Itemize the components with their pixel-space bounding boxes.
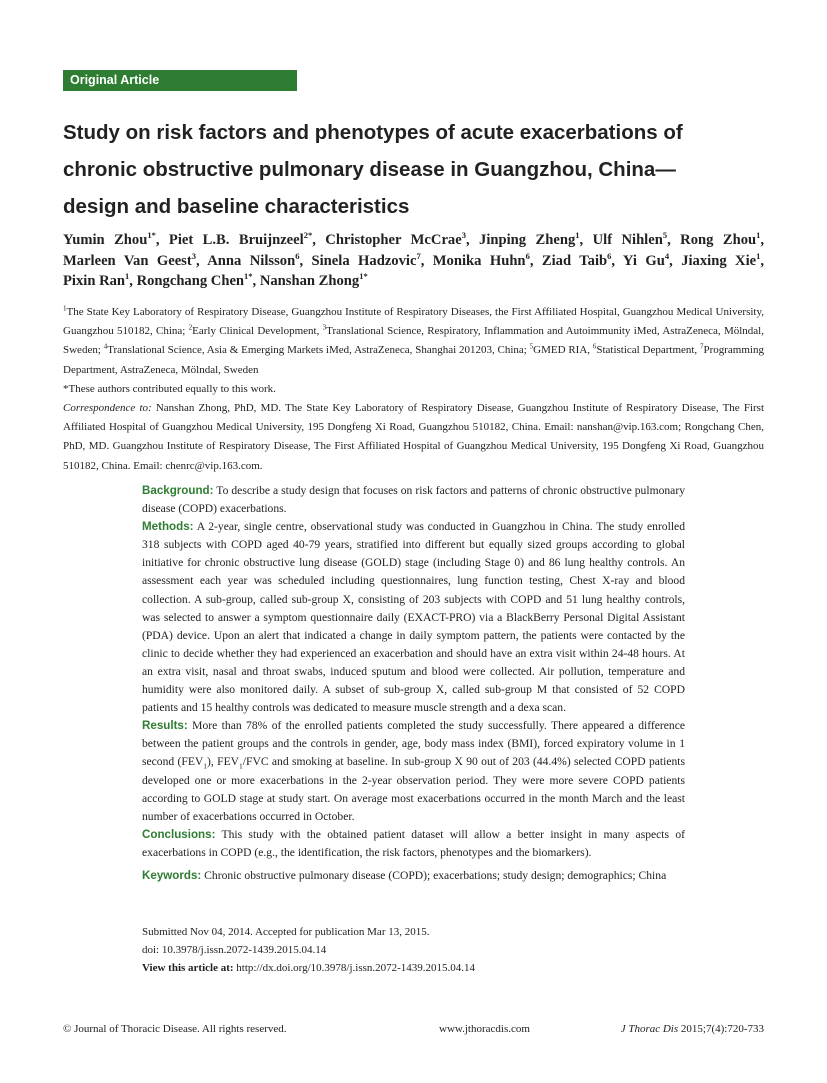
author[interactable]: Anna Nilsson$^6$: [207, 250, 300, 269]
author[interactable]: Rong Zhou$^1$: [680, 230, 761, 248]
submission-dates: Submitted Nov 04, 2014. Accepted for publication Mar 13, 2015.: [142, 926, 430, 938]
journal-citation: J Thorac Dis 2015;7(4):720-733: [620, 1023, 764, 1035]
author[interactable]: Ziad Taib$^6$: [541, 250, 612, 269]
author[interactable]: Monika Huhn$^6$: [432, 250, 530, 269]
author[interactable]: Marleen Van Geest$^3$: [63, 250, 196, 269]
correspondence: Correspondence to: Nanshan Zhong, PhD, MD. The State Key Laboratory of Respiratory Disease, Guangzhou Institute of Respiratory Disease, The First Affiliated Hospital of Guangzhou Medical University, 195 Dongfeng Xi Road, Guangzhou 510182, China. Email: nanshan@vip.163.com; Rongchang Chen, PhD, MD. Guangzhou Institute of Respiratory Disease, The First Affiliated Hospital of Guangzhou Medical University, 195 Dongfeng Xi Road, Guangzhou 510182, China. Email: chenrc@vip.163.com.: [63, 402, 764, 472]
abstract-methods: Methods: A 2-year, single centre, observational study was conducted in Guangzhou in China. The study enrolled 318 subjects with COPD aged 40-79 years, stratified into different but equally sized groups according to global initiative for chronic obstructive lung disease (GOLD) stage (including Stage 0) and 86 lung healthy controls. An assessment each year was scheduled including questionnaires, lung function testing, Chest X-ray and blood collection. A sub-group, called sub-group X, consisting of 203 subjects with COPD and 51 lung healthy controls, was selected to answer a symptom questionnaire daily (EXACT-PRO) via a BlackBerry Personal Digital Assistant (PDA) device. Upon an alert that indicated a change in daily symptom pattern, the patients were contacted by the clinic to decide whether they had experienced an exacerbation and should have an extra visit within 24-48 hours. At an extra visit, nasal and throat swabs, induced sputum and blood were collected. Air pollution, temperature and humidity were also monitored daily. A subset of sub-group X, called sub-group M that consisted of 52 COPD patients and 15 healthy controls was dedicated to measure muscle strength and a dexa scan.: [142, 520, 685, 715]
abstract-background: Background: To describe a study design that focuses on risk factors and patterns of chronic obstructive pulmonary disease (COPD) exacerbations.: [142, 484, 685, 516]
author[interactable]: Ulf Nihlen$^5$: [592, 230, 668, 248]
keywords: Keywords: Chronic obstructive pulmonary disease (COPD); exacerbations; study design; demographics; China: [142, 868, 667, 882]
abstract-results: Results: More than 78% of the enrolled patients completed the study successfully. There appeared a difference between the patient groups and the controls in gender, age, body mass index (BMI), forced expiratory volume in 1 second $(FEV_1)$, $FEV_1$/FVC and smoking at baseline. In sub-group X 90 out of 203 (44.4%) selected COPD patients developed one or more exacerbations in the 2-year observation period. They were more severe COPD patients according to GOLD stage at study start. On average most exacerbations occurred in the month March and the least number of exacerbations occurred in October.: [142, 719, 686, 823]
title-line-2: chronic obstructive pulmonary disease in Guangzhou, China—: [63, 158, 676, 181]
page-footer: [63, 1021, 764, 1037]
submission-info: [142, 923, 685, 978]
equal-contribution-note: *These authors contributed equally to this work.: [63, 382, 276, 395]
abstract: [142, 482, 685, 885]
article-title: [63, 114, 773, 225]
affiliation-list: $^1$The State Key Laboratory of Respiratory Disease, Guangzhou Institute of Respiratory Diseases, the First Affiliated Hospital, Guangzhou Medical University, Guangzhou 510182, China; $^2$Early Clinical Development, $^3$Translational Science, Respiratory, Inflammation and Autoimmunity iMed, AstraZeneca, Mölndal, Sweden; $^4$Translational Science, Asia & Emerging Markets iMed, AstraZeneca, Shanghai 201203, China; $^5$GMED RIA, $^6$Statistical Department, $^7$Programming Department, AstraZeneca, Mölndal, Sweden: [63, 304, 764, 376]
article-type-badge: Original Article: [63, 70, 297, 91]
copyright-notice: © Journal of Thoracic Disease. All rights reserved.: [63, 1023, 287, 1035]
author[interactable]: Yumin Zhou$^{1*}$: [63, 230, 156, 248]
author[interactable]: Yi Gu$^4$: [622, 250, 670, 269]
author[interactable]: Nanshan Zhong$^{1*}$: [259, 271, 368, 289]
abstract-conclusions: Conclusions: This study with the obtained patient dataset will allow a better insight in many aspects of exacerbations in COPD (e.g., the identification, the risk factors, phenotypes and the biomarkers).: [142, 827, 685, 859]
title-line-1: Study on risk factors and phenotypes of acute exacerbations of: [63, 121, 683, 144]
affiliations: [63, 303, 764, 476]
article-link[interactable]: View this article at: http://dx.doi.org/10.3978/j.issn.2072-1439.2015.04.14: [142, 962, 476, 975]
author[interactable]: Piet L.B. Bruijnzeel$^{2*}$: [168, 230, 313, 248]
author-list: Yumin Zhou$^{1*}$, Piet L.B. Bruijnzeel$^{2*}$, Christopher McCrae$^3$, Jinping Zheng$^1$, Ulf Nihlen$^5$, Rong Zhou$^1$, Marleen Van Geest$^3$, Anna Nilsson$^6$, Sinela Hadzovic$^7$, Monika Huhn$^6$, Ziad Taib$^6$, Yi Gu$^4$, Jiaxing Xie$^1$, Pixin Ran$^1$, Rongchang Chen$^{1*}$, Nanshan Zhong$^{1*}$: [63, 230, 765, 289]
doi: doi: 10.3978/j.issn.2072-1439.2015.04.14: [142, 944, 327, 957]
author[interactable]: Jinping Zheng$^1$: [479, 230, 580, 248]
author[interactable]: Sinela Hadzovic$^7$: [311, 250, 421, 269]
author[interactable]: Rongchang Chen$^{1*}$: [136, 271, 253, 289]
journal-website-link[interactable]: www.jthoracdis.com: [439, 1023, 530, 1035]
author[interactable]: Christopher McCrae$^3$: [325, 230, 466, 248]
author[interactable]: Jiaxing Xie$^1$: [681, 250, 761, 269]
title-line-3: design and baseline characteristics: [63, 195, 410, 218]
author[interactable]: Pixin Ran$^1$: [63, 271, 130, 289]
